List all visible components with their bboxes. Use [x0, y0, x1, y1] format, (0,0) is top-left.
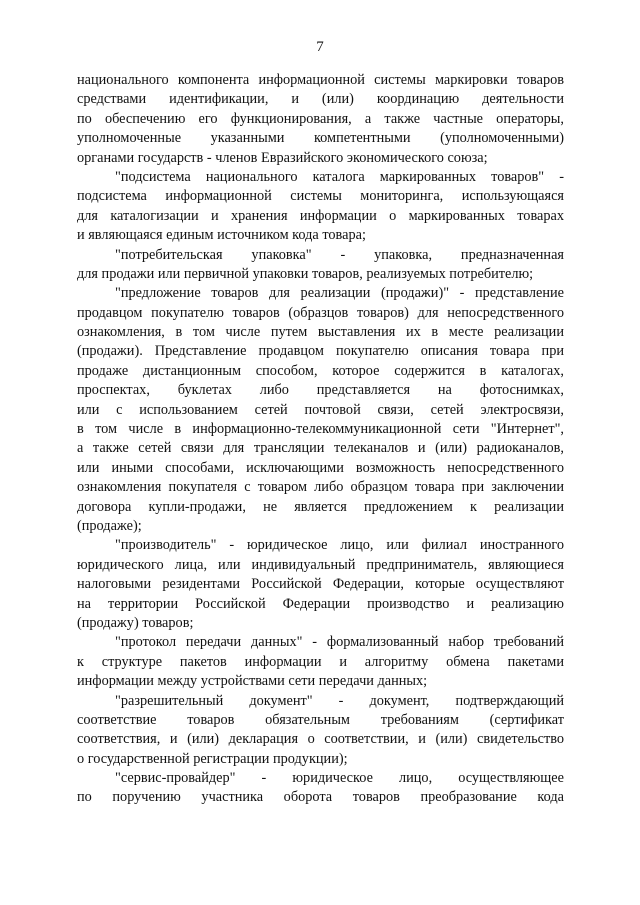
text-line: или с использованием сетей почтовой связи, сетей электросвязи, [77, 401, 564, 418]
text-line: по поручению участника оборота товаров преобразование кода [77, 789, 564, 806]
text-line: "разрешительный документ" - документ, подтверждающий [115, 692, 564, 709]
text-line: соответствия, и (или) декларация о соответствии, и (или) свидетельство [77, 731, 564, 748]
text-line: а также сетей связи для трансляции телеканалов и (или) радиоканалов, [77, 440, 564, 457]
text-line: ознакомления, в том числе путем выставления их в месте реализации [77, 324, 564, 341]
text-line: и являющаяся единым источником кода товара; [77, 227, 366, 244]
text-line: для каталогизации и хранения информации о маркированных товарах [77, 207, 564, 224]
text-line: (продаже); [77, 517, 142, 534]
text-line: продавцом покупателю товаров (образцов товаров) для непосредственного [77, 304, 564, 321]
text-line: о государственной регистрации продукции); [77, 750, 348, 767]
text-line: юридического лица, или индивидуальный предприниматель, являющиеся [77, 556, 564, 573]
text-line: налоговыми резидентами Российской Федерации, которые осуществляют [77, 576, 564, 593]
text-line: соответствие товаров обязательным требованиям (сертификат [77, 711, 564, 728]
text-line: или иными способами, исключающими возможность непосредственного [77, 459, 564, 476]
text-line: ознакомления покупателя с товаром либо образцом товара при заключении [77, 479, 564, 496]
text-line: продаже дистанционным способом, которое содержится в каталогах, [77, 362, 564, 379]
text-line: органами государств - членов Евразийского экономического союза; [77, 149, 488, 166]
text-line: информации между устройствами сети передачи данных; [77, 673, 428, 690]
text-line: (продажу) товаров; [77, 614, 194, 631]
text-line: "предложение товаров для реализации (продажи)" - представление [115, 285, 564, 302]
text-line: по обеспечению его функционирования, а также частные операторы, [77, 110, 564, 127]
text-line: "производитель" - юридическое лицо, или филиал иностранного [115, 537, 564, 554]
text-line: уполномоченные указанными компетентными (уполномоченными) [77, 130, 564, 147]
text-line: "протокол передачи данных" - формализованный набор требований [115, 634, 564, 651]
text-line: в том числе в информационно-телекоммуникационной сети "Интернет", [77, 421, 564, 438]
text-line: подсистема информационной системы мониторинга, использующаяся [77, 188, 564, 205]
text-line: средствами идентификации, и (или) координацию деятельности [77, 91, 564, 108]
text-line: на территории Российской Федерации производство и реализацию [77, 595, 564, 612]
text-line: к структуре пакетов информации и алгоритму обмена пакетами [77, 653, 564, 670]
body-text [77, 71, 564, 808]
text-line: "сервис-провайдер" - юридическое лицо, осуществляющее [115, 770, 564, 787]
text-line: договора купли-продажи, не является предложением к реализации [77, 498, 564, 515]
text-line: (продажи). Представление продавцом покупателю описания товара при [77, 343, 564, 360]
text-line: "подсистема национального каталога маркированных товаров" - [115, 168, 564, 185]
text-line: проспектах, буклетах либо представляется на фотоснимках, [77, 382, 564, 399]
page-number: 7 [316, 39, 324, 55]
text-line: "потребительская упаковка" - упаковка, предназначенная [115, 246, 564, 263]
text-line: для продажи или первичной упаковки товаров, реализуемых потребителю; [77, 265, 534, 282]
text-line: национального компонента информационной системы маркировки товаров [77, 72, 564, 88]
